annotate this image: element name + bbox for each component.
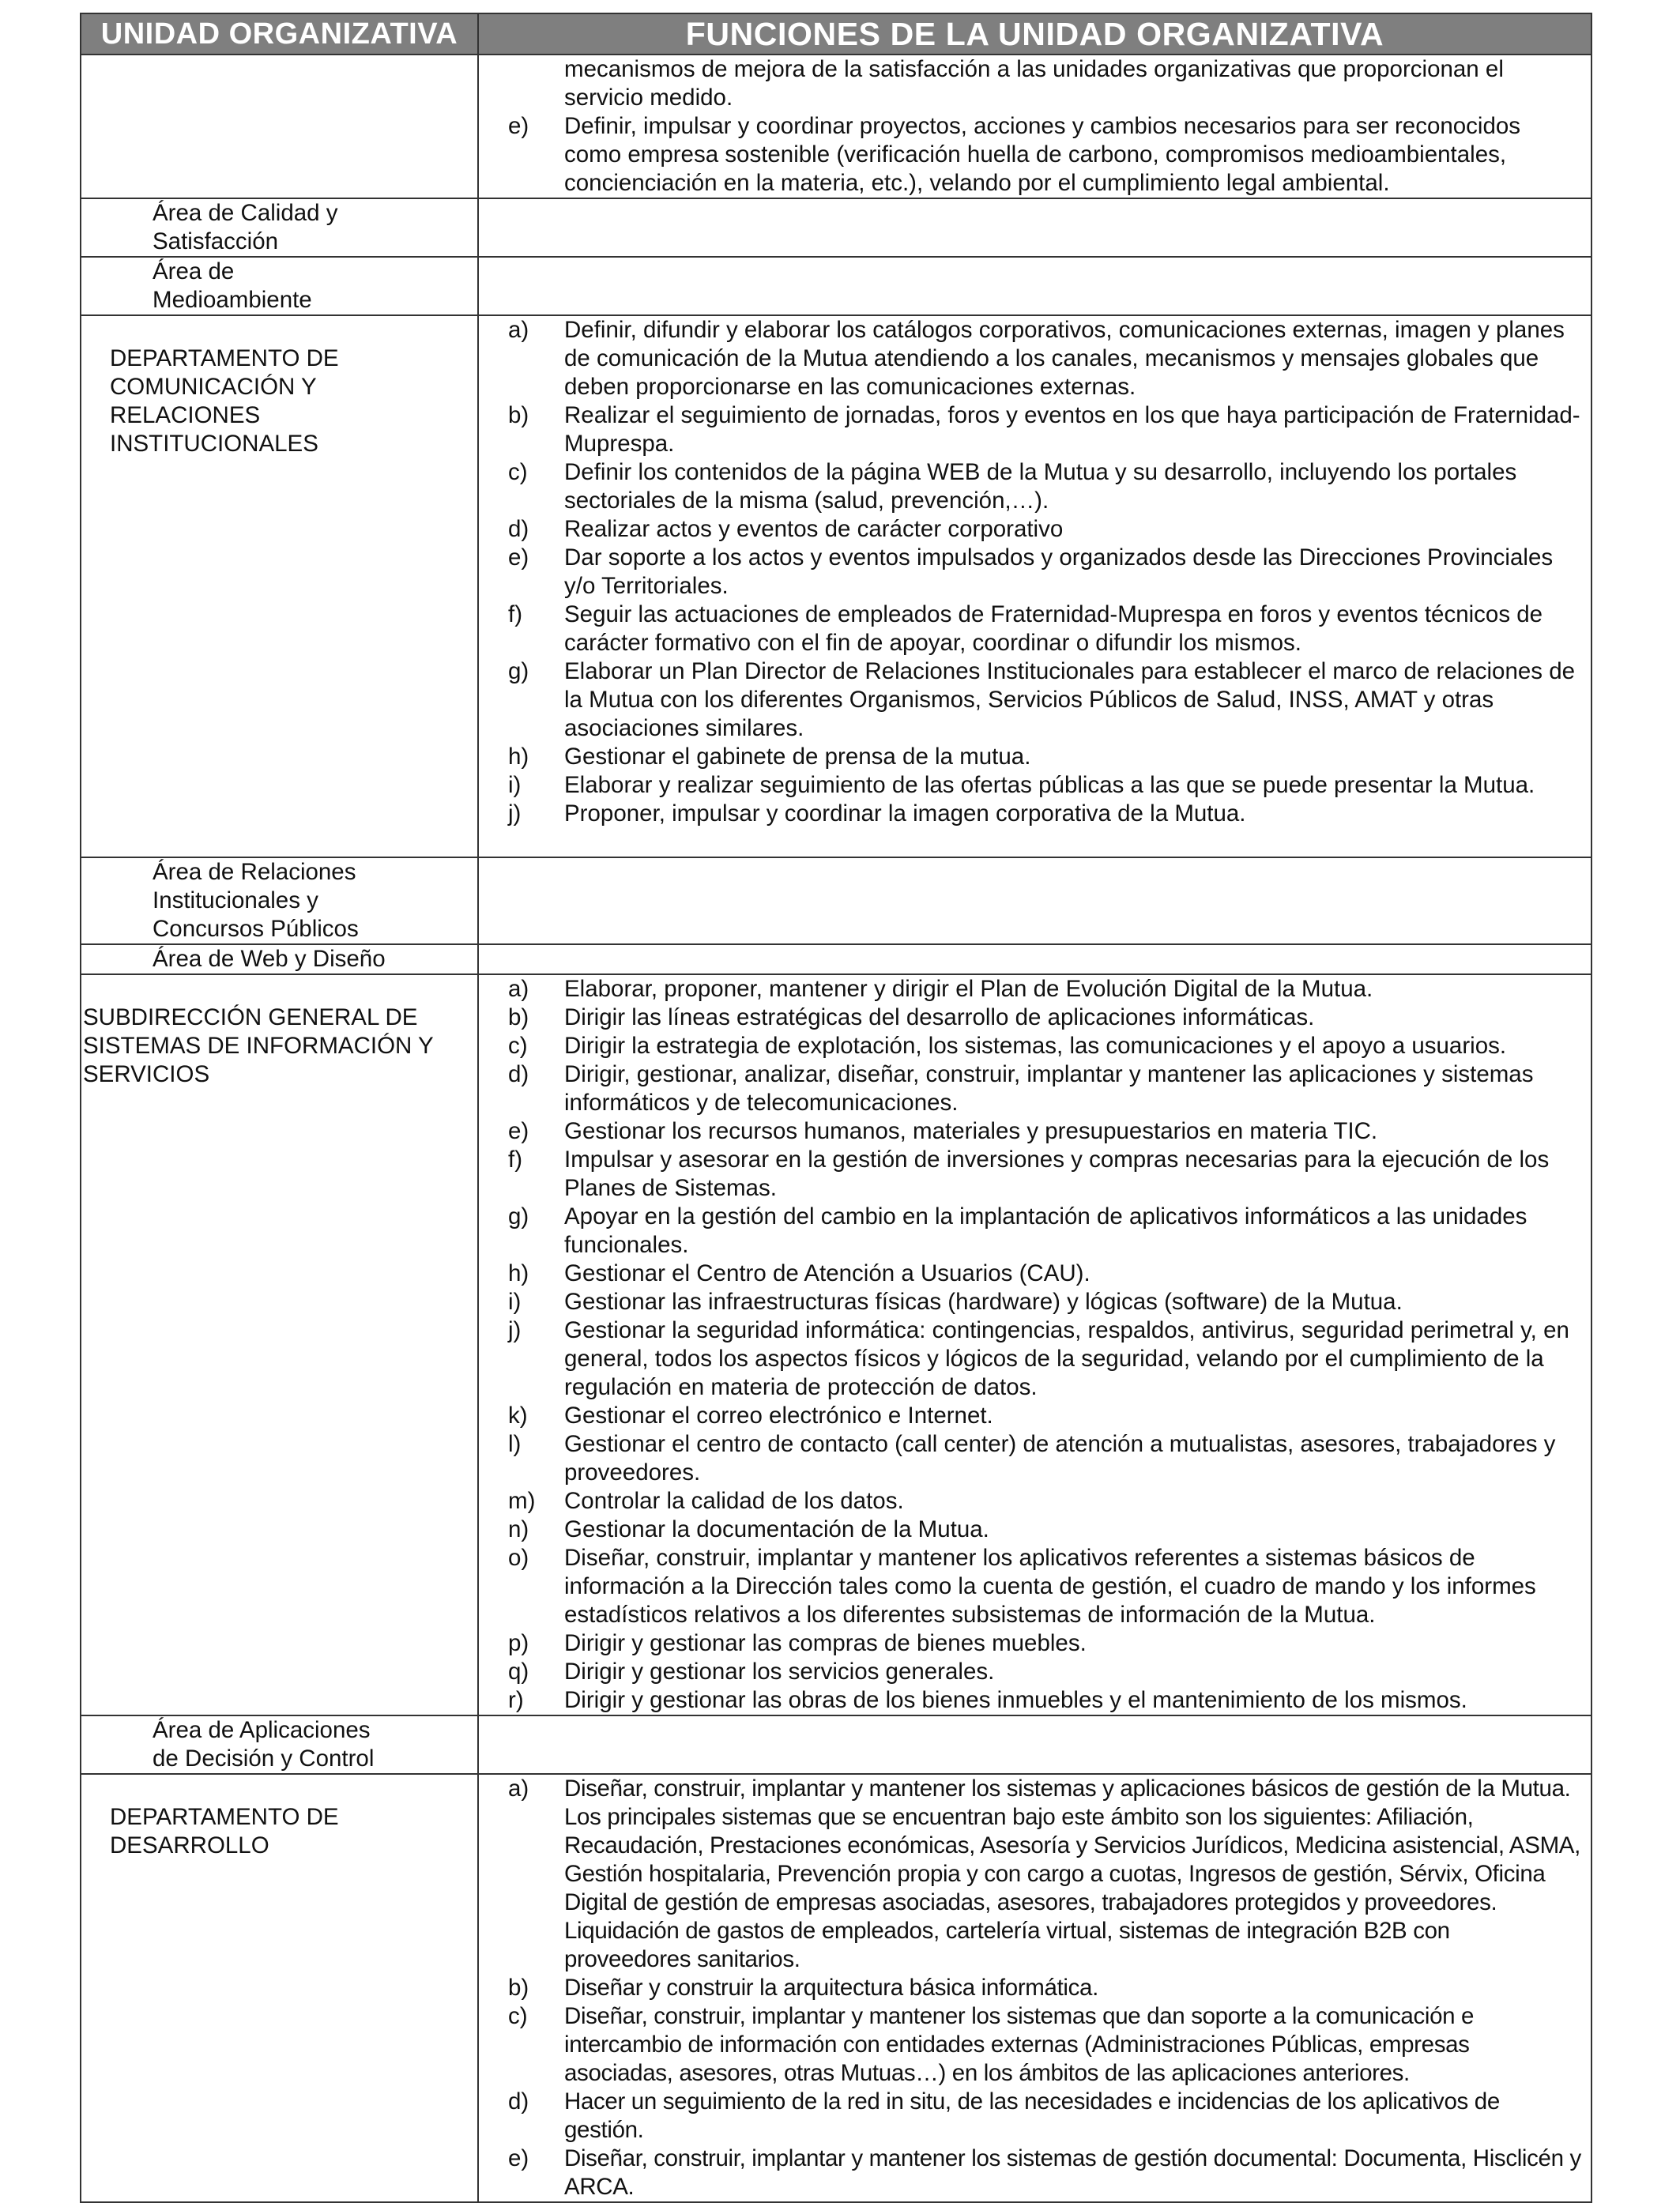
table-row	[81, 974, 1591, 1715]
item-letter: j)	[508, 800, 522, 827]
item-text: Controlar la calidad de los datos.	[564, 1488, 904, 1514]
table-header-row	[81, 13, 1591, 55]
item-letter: d)	[508, 516, 529, 542]
item-letter: f)	[508, 1147, 523, 1173]
functions-cell	[478, 974, 1591, 1715]
unit-cell	[81, 974, 478, 1715]
item-letter: e)	[508, 1118, 529, 1144]
functions-cell	[478, 55, 1591, 198]
table-row	[81, 55, 1591, 198]
item-letter: n)	[508, 1516, 529, 1542]
item-text: Elaborar, proponer, mantener y dirigir el Plan de Evolución Digital de la Mutua.	[564, 976, 1373, 1002]
list-item	[479, 2088, 1591, 2145]
header-unidad-organizativa: UNIDAD ORGANIZATIVA	[81, 13, 478, 55]
item-letter: e)	[508, 113, 529, 139]
unit-cell	[81, 315, 478, 857]
item-text: Seguir las actuaciones de empleados de Fraternidad-Muprespa en foros y eventos técnicos de carácter formativo con el fin de apoyar, coordinar o difundir los mismos.	[564, 601, 1543, 656]
item-letter: b)	[508, 1975, 529, 2001]
item-letter: g)	[508, 658, 529, 684]
item-text: Definir, difundir y elaborar los catálogos corporativos, comunicaciones externas, imagen y planes de comunicación de la Mutua atendiendo a los canales, mecanismos y mensajes globales que deben proporcionarse en las comunicaciones externas.	[564, 317, 1565, 400]
item-text: Elaborar y realizar seguimiento de las ofertas públicas a las que se puede presentar la Mutua.	[564, 772, 1535, 798]
list-item	[479, 1060, 1591, 1117]
unit-name-area-web: Área de Web y Diseño	[153, 946, 386, 972]
item-letter: p)	[508, 1630, 529, 1656]
list-item	[479, 458, 1591, 515]
item-letter: k)	[508, 1403, 528, 1429]
functions-cell	[478, 1774, 1591, 2202]
list-item	[479, 1203, 1591, 1260]
item-letter: q)	[508, 1659, 529, 1685]
list-item	[479, 544, 1591, 601]
item-text: Gestionar la documentación de la Mutua.	[564, 1516, 989, 1542]
table-row	[81, 315, 1591, 857]
item-text: Apoyar en la gestión del cambio en la implantación de aplicativos informáticos a las unidades funcionales.	[564, 1203, 1527, 1258]
unit-cell	[81, 1774, 478, 2202]
list-item	[479, 1004, 1591, 1032]
item-text: Elaborar un Plan Director de Relaciones Institucionales para establecer el marco de relaciones de la Mutua con los diferentes Organismos, Servicios Públicos de Salud, INSS, AMAT y otras asociaciones similares.	[564, 658, 1576, 741]
item-text: Gestionar las infraestructuras físicas (hardware) y lógicas (software) de la Mutua.	[564, 1289, 1403, 1315]
unit-name-dept-comunicacion: DEPARTAMENTO DE COMUNICACIÓN Y RELACIONES INSTITUCIONALES	[110, 345, 339, 457]
item-text: Dirigir y gestionar las compras de bienes muebles.	[564, 1630, 1087, 1656]
list-item	[479, 1146, 1591, 1203]
item-text: Realizar actos y eventos de carácter corporativo	[564, 516, 1064, 542]
table-row	[81, 857, 1591, 944]
list-item	[479, 1775, 1591, 1974]
item-letter: j)	[508, 1317, 522, 1343]
item-letter: c)	[508, 1033, 528, 1059]
item-text: Gestionar la seguridad informática: contingencias, respaldos, antivirus, seguridad perimetral y, en general, todos los aspectos físicos y lógicos de la seguridad, velando por el cumplimiento de la regulación en materia de protección de datos.	[564, 1317, 1569, 1400]
list-item	[479, 1288, 1591, 1316]
item-text: Diseñar y construir la arquitectura básica informática.	[564, 1975, 1098, 2001]
item-text: Gestionar el correo electrónico e Internet.	[564, 1403, 993, 1429]
item-letter: h)	[508, 744, 529, 770]
list-item	[479, 515, 1591, 544]
item-text: Gestionar el gabinete de prensa de la mutua.	[564, 744, 1031, 770]
item-text: Diseñar, construir, implantar y mantener los sistemas que dan soporte a la comunicación e intercambio de información con entidades externas (Administraciones Públicas, empresas asociadas, asesores, otras Mutuas…) en los ámbitos de las aplicaciones anteriores.	[564, 2003, 1475, 2086]
table-row	[81, 1774, 1591, 2202]
unit-name-subdireccion: SUBDIRECCIÓN GENERAL DE SISTEMAS DE INFORMACIÓN Y SERVICIOS	[83, 1004, 434, 1087]
item-letter: h)	[508, 1260, 529, 1286]
item-letter: e)	[508, 2145, 529, 2171]
list-item	[479, 1516, 1591, 1544]
table-row	[81, 198, 1591, 257]
functions-table	[80, 13, 1592, 2203]
unit-cell	[81, 1715, 478, 1774]
list-item	[479, 1974, 1591, 2002]
continuation-text: mecanismos de mejora de la satisfacción a las unidades organizativas que proporcionan el servicio medido.	[564, 56, 1504, 111]
item-letter: d)	[508, 1061, 529, 1087]
list-item	[479, 1544, 1591, 1629]
item-letter: c)	[508, 2003, 528, 2029]
item-letter: r)	[508, 1687, 524, 1713]
item-text: Impulsar y asesorar en la gestión de inversiones y compras necesarias para la ejecución de los Planes de Sistemas.	[564, 1147, 1550, 1201]
item-letter: d)	[508, 2088, 529, 2115]
function-list	[479, 1775, 1591, 2201]
item-letter: o)	[508, 1545, 529, 1571]
table-row	[81, 944, 1591, 974]
item-letter: m)	[508, 1488, 536, 1514]
item-text: Dirigir, gestionar, analizar, diseñar, construir, implantar y mantener las aplicaciones y sistemas informáticos y de telecomunicaciones.	[564, 1061, 1534, 1116]
list-item	[479, 1117, 1591, 1146]
item-letter: i)	[508, 1289, 522, 1315]
item-letter: l)	[508, 1431, 522, 1457]
item-letter: a)	[508, 1776, 529, 1802]
unit-cell	[81, 257, 478, 315]
function-list	[479, 975, 1591, 1715]
list-item	[479, 2002, 1591, 2088]
function-list	[479, 316, 1591, 828]
item-text: Diseñar, construir, implantar y mantener los aplicativos referentes a sistemas básicos de información a la Dirección tales como la cuenta de gestión, el cuadro de mando y los informes estadísticos relativos a los diferentes subsistemas de información de la Mutua.	[564, 1545, 1536, 1628]
list-item	[479, 800, 1591, 828]
list-item	[479, 112, 1591, 198]
list-item	[479, 1402, 1591, 1430]
unit-name-area-aplicaciones: Área de Aplicaciones de Decisión y Control	[153, 1717, 375, 1772]
item-text: Dirigir las líneas estratégicas del desarrollo de aplicaciones informáticas.	[564, 1004, 1315, 1030]
list-item	[479, 771, 1591, 800]
list-item	[479, 1032, 1591, 1060]
list-item	[479, 657, 1591, 743]
unit-name-dept-desarrollo: DEPARTAMENTO DE DESARROLLO	[110, 1804, 339, 1858]
item-text: Definir, impulsar y coordinar proyectos, acciones y cambios necesarios para ser reconocidos como empresa sostenible (verificación huella de carbono, compromisos medioambientales, concienciación en la materia, etc.), velando por el cumplimiento legal ambiental.	[564, 113, 1521, 196]
unit-cell	[81, 198, 478, 257]
unit-name-area-relaciones: Área de Relaciones Institucionales y Concursos Públicos	[153, 859, 359, 942]
list-item	[479, 1487, 1591, 1516]
empty-functions-cell	[478, 944, 1591, 974]
list-item	[479, 1658, 1591, 1686]
function-list	[479, 112, 1591, 198]
item-text: Dirigir y gestionar las obras de los bienes inmuebles y el mantenimiento de los mismos.	[564, 1687, 1467, 1713]
unit-name-area-calidad: Área de Calidad y Satisfacción	[153, 200, 338, 254]
list-item	[479, 1686, 1591, 1715]
list-item	[479, 316, 1591, 401]
list-item	[479, 1430, 1591, 1487]
item-letter: b)	[508, 1004, 529, 1030]
list-item	[479, 743, 1591, 771]
empty-functions-cell	[478, 198, 1591, 257]
item-text: Dirigir y gestionar los servicios generales.	[564, 1659, 995, 1685]
list-item	[479, 2145, 1591, 2201]
unit-cell	[81, 857, 478, 944]
item-letter: f)	[508, 601, 523, 627]
item-letter: e)	[508, 544, 529, 571]
list-item	[479, 401, 1591, 458]
item-letter: b)	[508, 402, 529, 428]
item-text: Gestionar el Centro de Atención a Usuarios (CAU).	[564, 1260, 1090, 1286]
item-letter: i)	[508, 772, 522, 798]
list-item	[479, 1260, 1591, 1288]
item-letter: g)	[508, 1203, 529, 1230]
item-text: Gestionar los recursos humanos, materiales y presupuestarios en materia TIC.	[564, 1118, 1378, 1144]
item-text: Dirigir la estrategia de explotación, los sistemas, las comunicaciones y el apoyo a usuarios.	[564, 1033, 1507, 1059]
functions-cell	[478, 315, 1591, 857]
list-item	[479, 975, 1591, 1004]
list-item	[479, 601, 1591, 657]
unit-name-area-medioambiente: Área de Medioambiente	[153, 258, 312, 313]
header-funciones: FUNCIONES DE LA UNIDAD ORGANIZATIVA	[478, 13, 1591, 55]
empty-functions-cell	[478, 1715, 1591, 1774]
item-text: Hacer un seguimiento de la red in situ, de las necesidades e incidencias de los aplicativos de gestión.	[564, 2088, 1500, 2143]
empty-functions-cell	[478, 857, 1591, 944]
unit-cell	[81, 944, 478, 974]
table-row	[81, 1715, 1591, 1774]
empty-functions-cell	[478, 257, 1591, 315]
item-text: Diseñar, construir, implantar y mantener los sistemas de gestión documental: Documenta, Hisclicén y ARCA.	[564, 2145, 1581, 2200]
item-text: Diseñar, construir, implantar y mantener los sistemas y aplicaciones básicos de gestión de la Mutua. Los principales sistemas que se encuentran bajo este ámbito son los siguientes: Afiliación, Recaudación, Prestaciones económicas, Asesoría y Servicios Jurídicos, Medicina asistencial, ASMA, Gestión hospitalaria, Prevención propia y con cargo a cuotas, Ingresos de gestión, Sérvix, Oficina Digital de gestión de empresas asociadas, asesores, trabajadores protegidos y proveedores. Liquidación de gastos de empleados, cartelería virtual, sistemas de integración B2B con proveedores sanitarios.	[564, 1776, 1580, 1972]
item-text: Realizar el seguimiento de jornadas, foros y eventos en los que haya participación de Fraternidad-Muprespa.	[564, 402, 1580, 457]
table-row	[81, 257, 1591, 315]
item-letter: a)	[508, 976, 529, 1002]
list-item	[479, 1629, 1591, 1658]
item-letter: c)	[508, 459, 528, 485]
item-letter: a)	[508, 317, 529, 343]
item-text: Gestionar el centro de contacto (call center) de atención a mutualistas, asesores, trabajadores y proveedores.	[564, 1431, 1556, 1486]
item-text: Dar soporte a los actos y eventos impulsados y organizados desde las Direcciones Provinciales y/o Territoriales.	[564, 544, 1554, 599]
empty-unit-cell	[81, 55, 478, 198]
item-text: Definir los contenidos de la página WEB de la Mutua y su desarrollo, incluyendo los portales sectoriales de la misma (salud, prevención,…).	[564, 459, 1517, 514]
item-text: Proponer, impulsar y coordinar la imagen corporativa de la Mutua.	[564, 800, 1246, 827]
list-item	[479, 1316, 1591, 1402]
